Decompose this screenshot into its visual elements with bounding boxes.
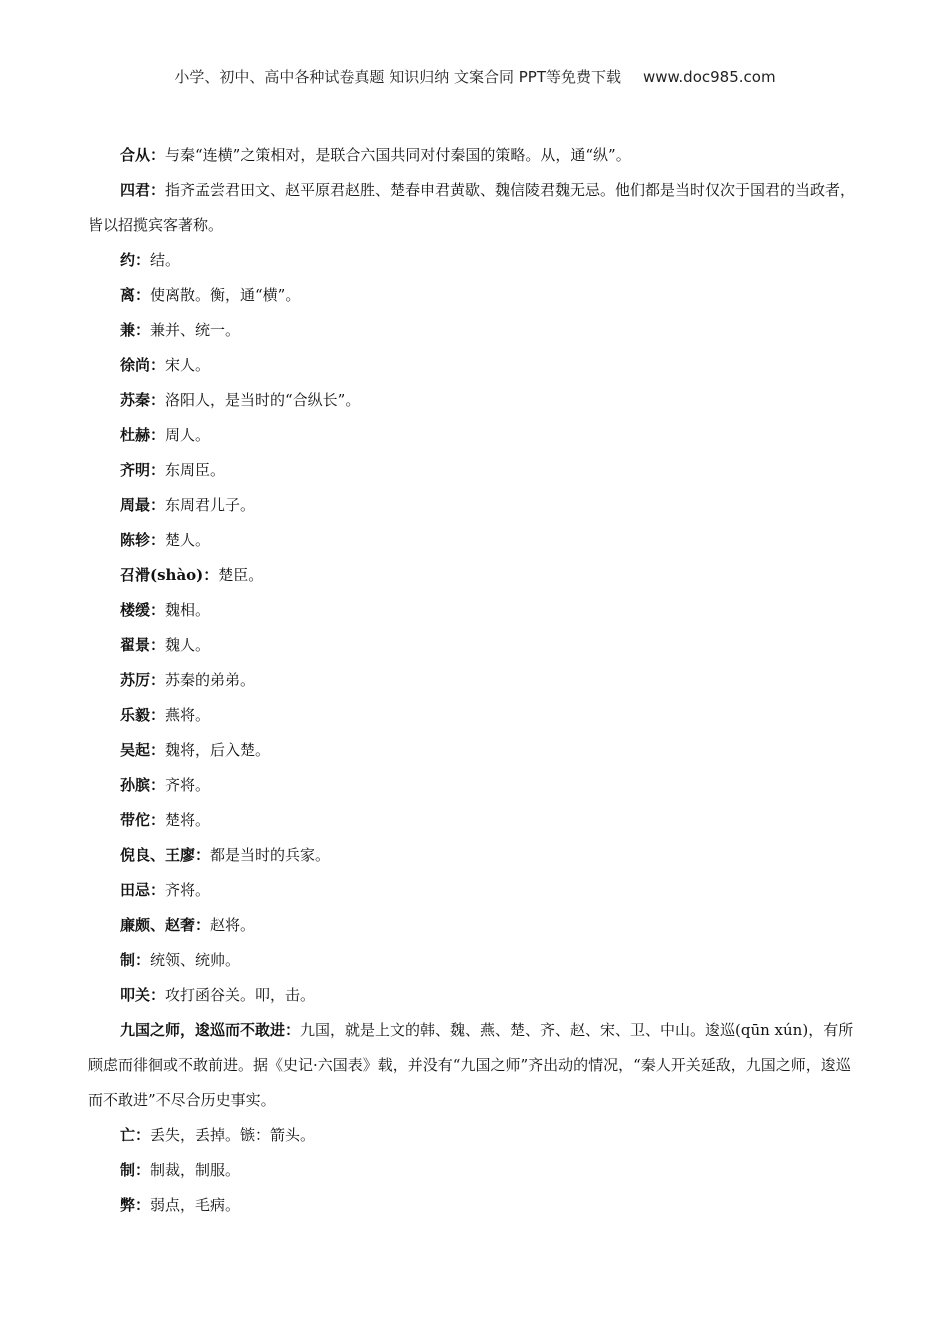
- entry-definition: 宋人。: [165, 356, 211, 374]
- entry-term: 制：: [120, 1161, 151, 1179]
- entry-definition: 楚臣。: [218, 566, 264, 584]
- entry-term: 田忌：: [120, 881, 166, 899]
- list-item: [88, 908, 858, 943]
- list-item: [88, 173, 858, 243]
- entry-term: 乐毅：: [120, 706, 166, 724]
- page-header: [0, 66, 950, 87]
- entry-definition: 制裁，制服。: [150, 1161, 241, 1179]
- list-item: [88, 453, 858, 488]
- list-item: [88, 1188, 858, 1223]
- entry-definition: 结。: [150, 251, 181, 269]
- list-item: [88, 733, 858, 768]
- entry-definition: 丢失，丢掉。镞：箭头。: [150, 1126, 316, 1144]
- entry-definition: 赵将。: [210, 916, 256, 934]
- entry-definition: 统领、统帅。: [150, 951, 241, 969]
- entry-term: 齐明：: [120, 461, 166, 479]
- list-item: [88, 1153, 858, 1188]
- entry-definition: 苏秦的弟弟。: [165, 671, 256, 689]
- list-item: [88, 1013, 858, 1118]
- list-item: [88, 1118, 858, 1153]
- list-item: [88, 383, 858, 418]
- entry-term: 吴起：: [120, 741, 166, 759]
- entry-definition: 兼并、统一。: [150, 321, 241, 339]
- entry-definition: 攻打函谷关。叩，击。: [165, 986, 316, 1004]
- list-item: [88, 978, 858, 1013]
- entry-definition: 魏人。: [165, 636, 211, 654]
- header-url: www.doc985.com: [642, 68, 776, 86]
- entry-term: 合从：: [120, 146, 166, 164]
- entry-definition: 指齐孟尝君田文、赵平原君赵胜、楚春申君黄歇、魏信陵君魏无忌。他们都是当时仅次于国君的当政者，皆以招揽宾客著称。: [88, 181, 856, 234]
- entry-term: 苏厉：: [120, 671, 166, 689]
- entry-definition: 燕将。: [165, 706, 211, 724]
- entry-definition: 使离散。衡，通“横”。: [150, 286, 301, 304]
- list-item: [88, 313, 858, 348]
- list-item: [88, 418, 858, 453]
- entry-term: 楼缓：: [120, 601, 166, 619]
- list-item: [88, 803, 858, 838]
- list-item: [88, 558, 858, 593]
- entry-definition: 与秦“连横”之策相对，是联合六国共同对付秦国的策略。从，通“纵”。: [165, 146, 631, 164]
- entry-term: 亡：: [120, 1126, 151, 1144]
- entry-definition: 周人。: [165, 426, 211, 444]
- entry-term: 召滑(shào)：: [120, 566, 219, 584]
- entry-definition: 东周君儿子。: [165, 496, 256, 514]
- list-item: [88, 873, 858, 908]
- entry-term: 周最：: [120, 496, 166, 514]
- list-item: [88, 698, 858, 733]
- list-item: [88, 278, 858, 313]
- entry-definition: 齐将。: [165, 881, 211, 899]
- list-item: [88, 593, 858, 628]
- list-item: [88, 663, 858, 698]
- entry-term: 苏秦：: [120, 391, 166, 409]
- entry-term: 翟景：: [120, 636, 166, 654]
- list-item: [88, 348, 858, 383]
- entry-term: 陈轸：: [120, 531, 166, 549]
- list-item: [88, 768, 858, 803]
- entry-term: 离：: [120, 286, 151, 304]
- entry-term: 制：: [120, 951, 151, 969]
- header-text: 小学、初中、高中各种试卷真题 知识归纳 文案合同 PPT等免费下载: [174, 68, 621, 86]
- entry-definition: 东周臣。: [165, 461, 226, 479]
- entry-definition: 魏相。: [165, 601, 211, 619]
- entry-term: 廉颇、赵奢：: [120, 916, 211, 934]
- entry-definition: 齐将。: [165, 776, 211, 794]
- entry-term: 九国之师，逡巡而不敢进：: [120, 1021, 301, 1039]
- entry-definition: 弱点，毛病。: [150, 1196, 241, 1214]
- list-item: [88, 488, 858, 523]
- entry-term: 徐尚：: [120, 356, 166, 374]
- entry-definition: 洛阳人，是当时的“合纵长”。: [165, 391, 361, 409]
- list-item: [88, 838, 858, 873]
- list-item: [88, 943, 858, 978]
- annotation-list: [88, 138, 858, 1223]
- entry-definition: 楚将。: [165, 811, 211, 829]
- entry-definition: 楚人。: [165, 531, 211, 549]
- list-item: [88, 138, 858, 173]
- list-item: [88, 523, 858, 558]
- entry-term: 四君：: [120, 181, 166, 199]
- entry-term: 约：: [120, 251, 151, 269]
- entry-definition: 魏将，后入楚。: [165, 741, 271, 759]
- entry-term: 兼：: [120, 321, 151, 339]
- entry-definition: 都是当时的兵家。: [210, 846, 331, 864]
- entry-term: 杜赫：: [120, 426, 166, 444]
- entry-term: 弊：: [120, 1196, 151, 1214]
- entry-term: 叩关：: [120, 986, 166, 1004]
- entry-term: 倪良、王廖：: [120, 846, 211, 864]
- entry-definition: 九国，就是上文的韩、魏、燕、楚、齐、赵、宋、卫、中山。逡巡(qūn xún)，有所顾虑而徘徊或不敢前进。据《史记·六国表》载，并没有“九国之师”齐出动的情况，“秦人开关延敌，九国之师，逡巡而不敢进”不尽合历史事实。: [88, 1021, 854, 1109]
- list-item: [88, 243, 858, 278]
- entry-term: 带佗：: [120, 811, 166, 829]
- list-item: [88, 628, 858, 663]
- entry-term: 孙膑：: [120, 776, 166, 794]
